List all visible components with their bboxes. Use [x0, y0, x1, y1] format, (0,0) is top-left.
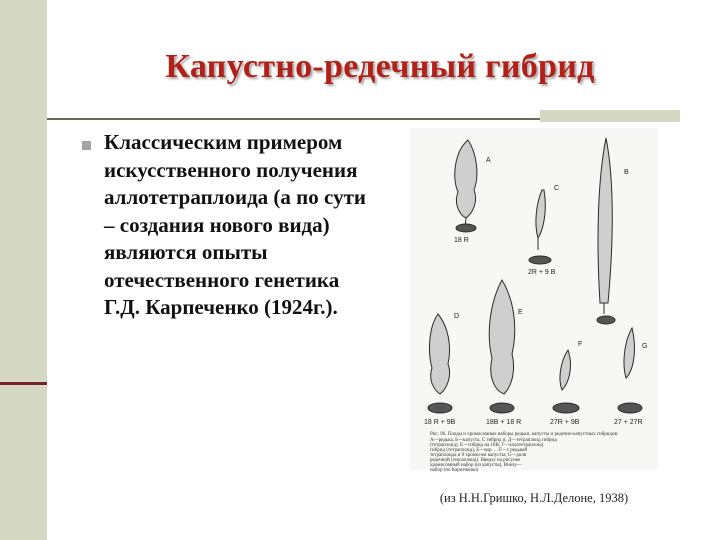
chromosome-set-c: [529, 256, 551, 264]
legend-line: хромосомный набор (из капусты), Внизу—: [430, 463, 522, 468]
fruit-f: [560, 350, 570, 390]
chromosome-set-a: [456, 224, 476, 232]
legend-line: редечной (гексаплоид). Вверху на рисунке: [430, 458, 521, 463]
fruit-e: [489, 280, 515, 394]
chromosome-set-g: [618, 403, 642, 413]
chromosome-set-d: [428, 403, 452, 413]
legend-line: набор (по Карпеченко): [430, 468, 479, 473]
fruit-b: [598, 138, 612, 303]
count-a: 18 R: [454, 237, 469, 244]
label-d: D: [454, 313, 460, 320]
bullet-marker: [82, 141, 91, 150]
count-bottom-3: 27R + 9B: [550, 419, 580, 426]
fruit-d: [430, 314, 450, 394]
count-bottom-4: 27 + 27R: [614, 419, 643, 426]
hybrid-fruits-figure: [410, 128, 658, 473]
legend-line: тетраплоида и 9 хромосом капусты; G—доля: [430, 453, 527, 458]
figure-caption: (из Н.Н.Гришко, Н.Л.Делоне, 1938): [439, 491, 629, 505]
legend-line: (тетраплоид), Е—гибрид на 18В; Г—аллотетраплоид: [430, 443, 544, 448]
fruit-a: [455, 140, 477, 218]
label-b: B: [624, 169, 629, 176]
title-underline: [47, 118, 540, 120]
title-rule-accent: [540, 110, 680, 122]
left-decor-band: [0, 0, 47, 540]
slide-title: Капустно-редечный гибрид: [165, 48, 595, 85]
label-g: G: [642, 343, 648, 350]
legend-title: Рис. 96. Плоды и хромосомные наборы редьки, капусты и редечно-капустных гибридов:: [430, 432, 619, 437]
fruit-g: [624, 328, 634, 378]
fruit-c: [536, 190, 545, 238]
label-a: A: [486, 157, 491, 164]
legend-line: гибрид (тетраплоид), Е—кор. . . F—с редькой: [430, 448, 528, 453]
label-e: E: [518, 309, 523, 316]
label-f: F: [578, 341, 583, 348]
figure-illustration: [410, 128, 658, 473]
count-c: 2R + 9 B: [528, 269, 556, 276]
left-band-divider: [0, 382, 47, 385]
count-bottom-1: 18 R + 9B: [424, 419, 456, 426]
legend-line: А—редька, Б—капуста, С гибрид и, Д—тетраплоид гибрид: [430, 438, 557, 443]
bullet-text: Классическим примером искусственного получения аллотетраплоида (а по сути – создания нового вида) являются опыты отечественного генетика Г.Д. Карпеченко (1924г.).: [104, 130, 366, 319]
chromosome-set-e: [490, 403, 514, 413]
chromosome-set-b: [597, 316, 615, 324]
count-bottom-2: 18B + 18 R: [486, 419, 522, 426]
chromosome-set-f: [553, 403, 579, 413]
label-c: C: [554, 185, 560, 192]
